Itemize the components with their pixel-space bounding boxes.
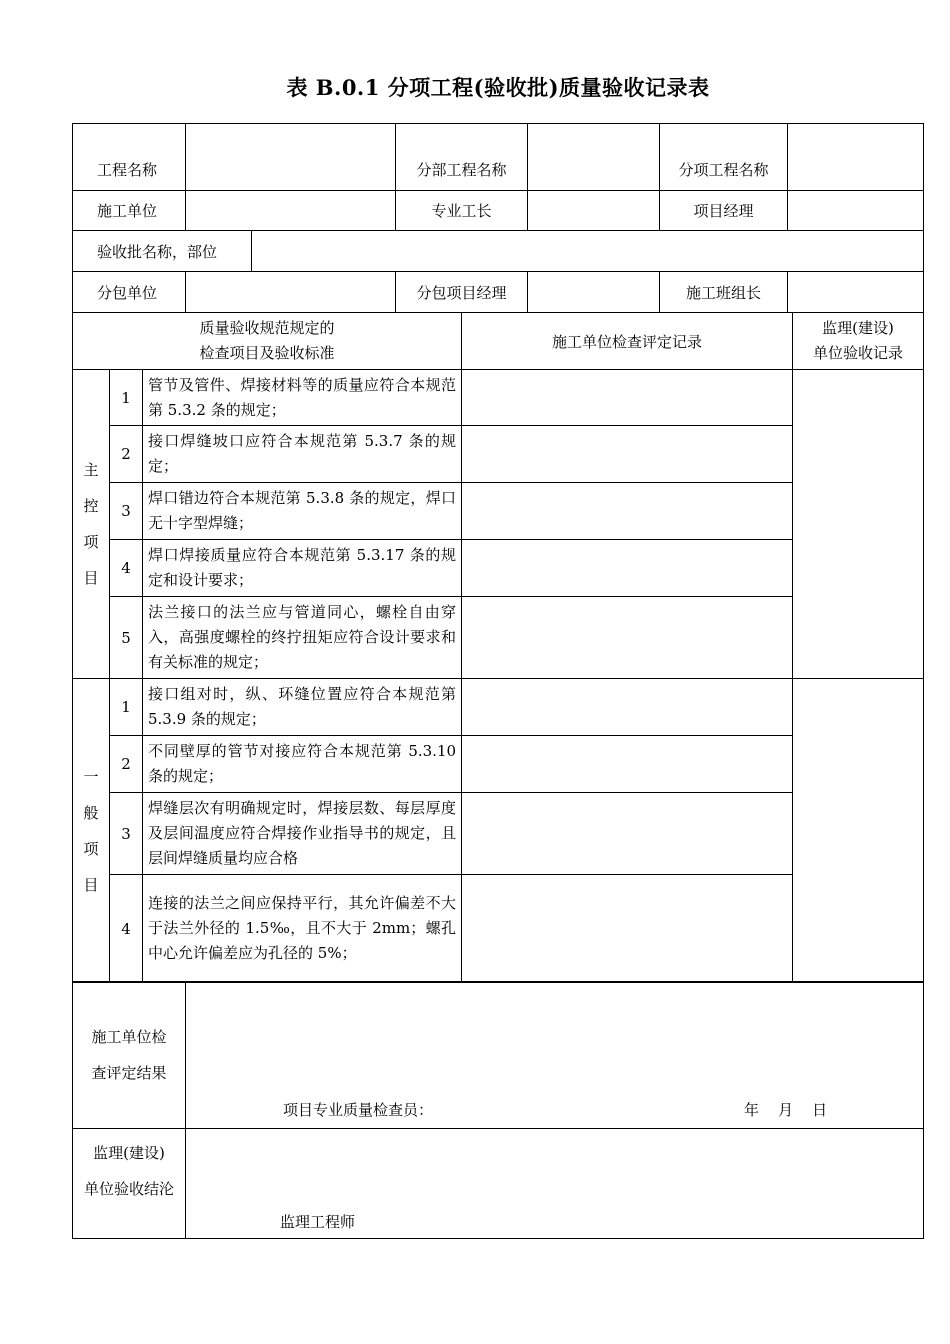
item-standard-text: 接口焊缝坡口应符合本规范第 5.3.7 条的规定； [143,426,462,483]
subcontractor-field[interactable] [186,272,396,313]
engineer-label: 监理工程师 [280,1213,356,1231]
page-title: 表 B.0.1 分项工程(验收批)质量验收记录表 [286,75,710,100]
contractor-record-cell[interactable] [462,597,793,679]
item-standard-text: 焊缝层次有明确规定时，焊接层数、每层厚度及层间温度应符合焊接作业指导书的规定，且层间焊缝质量均应合格 [143,793,462,875]
group-char: 目 [83,569,99,587]
group-char: 项 [83,839,99,858]
contractor-record-cell[interactable] [462,679,793,736]
contractor-record-cell[interactable] [462,875,793,983]
foreman-label: 专业工长 [396,191,528,231]
footer-table [72,981,924,1239]
subcontractor-label: 分包单位 [73,272,186,313]
item-number: 2 [110,736,143,793]
contractor-result-line2: 查评定结果 [91,1064,167,1082]
group-char: 目 [83,875,99,894]
supervisor-conclusion-line1: 监理(建设) [93,1144,165,1162]
sub-project-field[interactable] [528,124,660,191]
item-standard-text: 接口组对时，纵、环缝位置应符合本规范第 5.3.9 条的规定； [143,679,462,736]
item-project-label: 分项工程名称 [660,124,788,191]
item-standard-text: 法兰接口的法兰应与管道同心，螺栓自由穿入，高强度螺栓的终拧扭矩应符合设计要求和有关标准的规定； [143,597,462,679]
supervisor-header-line2: 单位验收记录 [813,344,904,362]
team-leader-label: 施工班组长 [660,272,788,313]
item-project-field[interactable] [788,124,924,191]
contractor-record-cell[interactable] [462,370,793,426]
table-row [73,679,924,736]
contractor-record-header: 施工单位检查评定记录 [462,313,793,370]
item-number: 1 [110,679,143,736]
contractor-field[interactable] [186,191,396,231]
supervisor-header-line1: 监理(建设) [822,319,894,337]
item-standard-text: 连接的法兰之间应保持平行，其允许偏差不大于法兰外径的 1.5‰，且不大于 2mm；螺孔中心允许偏差应为孔径的 5%； [143,875,462,983]
contractor-result-label [73,982,186,1129]
header-info-table [72,123,924,231]
item-number: 3 [110,793,143,875]
manager-field[interactable] [788,191,924,231]
supervisor-record-cell[interactable] [793,370,924,679]
contractor-result-cell[interactable] [186,982,924,1129]
standard-header-line1: 质量验收规范规定的 [199,319,335,337]
contractor-result-line1: 施工单位检 [91,1028,167,1046]
supervisor-record-header [793,313,924,370]
group-char: 主 [83,461,99,479]
contractor-record-cell[interactable] [462,540,793,597]
group-char: 一 [83,767,99,786]
sub-project-label: 分部工程名称 [396,124,528,191]
group-char: 项 [83,533,99,551]
contractor-label: 施工单位 [73,191,186,231]
main-items-group-label [73,370,110,679]
inspection-table [72,312,924,983]
group-char: 般 [83,803,99,822]
supervisor-record-cell[interactable] [793,679,924,983]
contractor-record-cell[interactable] [462,793,793,875]
foreman-field[interactable] [528,191,660,231]
inspector-label: 项目专业质量检查员： [283,1101,434,1119]
item-number: 1 [110,370,143,426]
item-number: 5 [110,597,143,679]
batch-row-table [72,230,924,272]
standard-header-line2: 检查项目及验收标准 [199,344,335,362]
item-number: 3 [110,483,143,540]
sub-manager-field[interactable] [528,272,660,313]
item-number: 2 [110,426,143,483]
project-name-field[interactable] [186,124,396,191]
item-number: 4 [110,875,143,983]
standard-column-header [73,313,462,370]
subcontractor-table [72,271,924,313]
item-standard-text: 焊口焊接质量应符合本规范第 5.3.17 条的规定和设计要求； [143,540,462,597]
batch-label: 验收批名称，部位 [73,231,252,272]
supervisor-conclusion-cell[interactable] [186,1129,924,1239]
supervisor-conclusion-line2: 单位验收结沦 [83,1180,174,1198]
item-standard-text: 焊口错边符合本规范第 5.3.8 条的规定，焊口无十字型焊缝； [143,483,462,540]
project-name-label: 工程名称 [73,124,186,191]
team-leader-field[interactable] [788,272,924,313]
item-number: 4 [110,540,143,597]
group-char: 控 [83,497,99,515]
item-standard-text: 管节及管件、焊接材料等的质量应符合本规范第 5.3.2 条的规定； [143,370,462,426]
general-items-group-label [73,679,110,983]
table-row [73,370,924,426]
manager-label: 项目经理 [660,191,788,231]
sub-manager-label: 分包项目经理 [396,272,528,313]
contractor-record-cell[interactable] [462,736,793,793]
contractor-record-cell[interactable] [462,483,793,540]
batch-field[interactable] [252,231,924,272]
item-standard-text: 不同壁厚的管节对接应符合本规范第 5.3.10 条的规定； [143,736,462,793]
contractor-record-cell[interactable] [462,426,793,483]
supervisor-conclusion-label [73,1129,186,1239]
date-label: 年 月 日 [744,1101,828,1119]
